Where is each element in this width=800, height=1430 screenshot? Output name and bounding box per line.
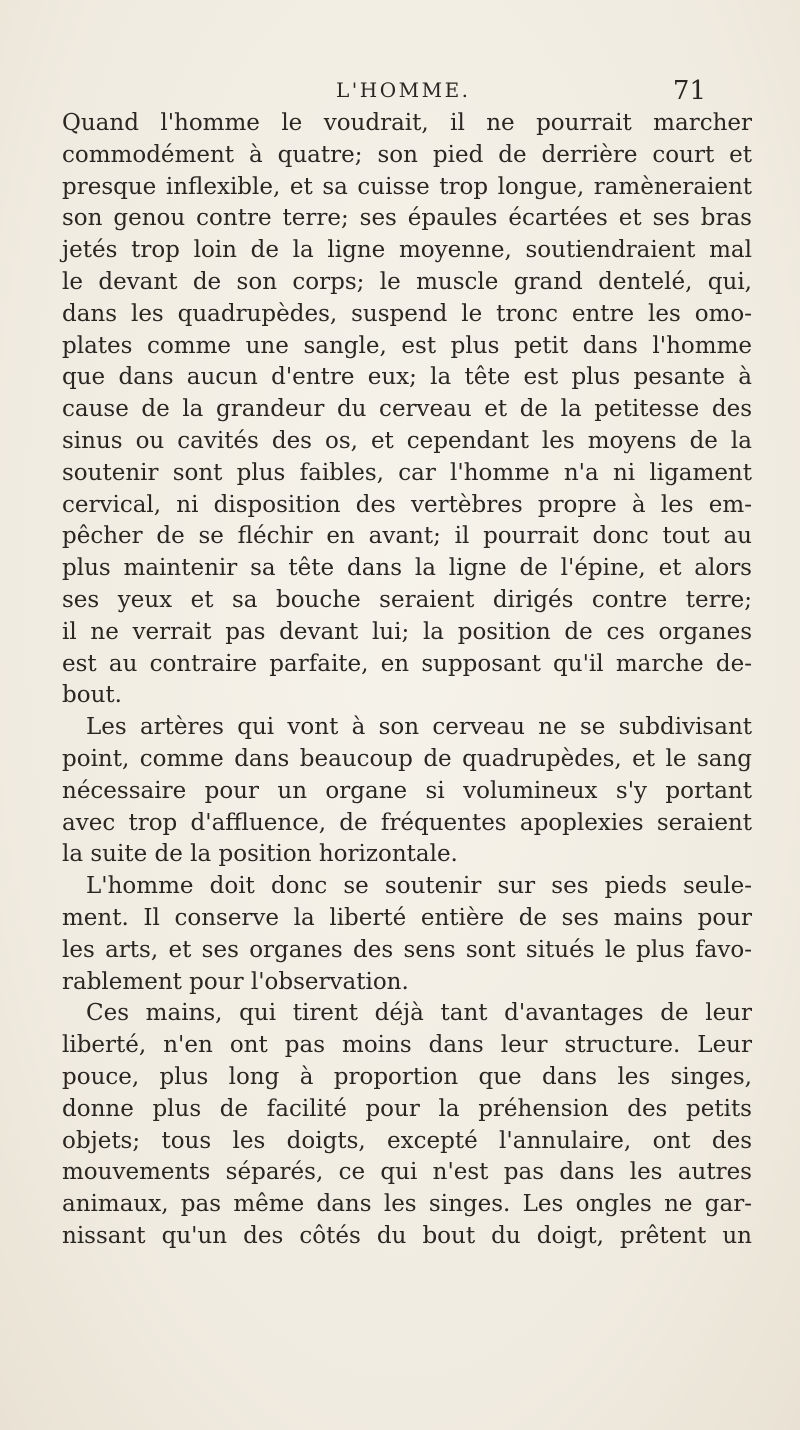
text-line: ment. Il conserve la liberté entière de ses mains pour [62, 904, 752, 931]
text-line: Les artères qui vont à son cerveau ne se subdivisant [86, 714, 752, 741]
text-line: avec trop d'affluence, de fréquentes apoplexies seraient [62, 809, 752, 836]
text-line: objets; tous les doigts, excepté l'annulaire, ont des [62, 1127, 752, 1154]
text-line: le devant de son corps; le muscle grand dentelé, qui, [62, 268, 752, 295]
text-line: sinus ou cavités des os, et cependant les moyens de la [62, 427, 752, 454]
text-line: plates comme une sangle, est plus petit dans l'homme [62, 332, 752, 359]
text-line: les arts, et ses organes des sens sont situés le plus favo- [62, 936, 752, 963]
text-line: cervical, ni disposition des vertèbres propre à les em- [62, 491, 752, 518]
text-line: L'homme doit donc se soutenir sur ses pieds seule- [86, 873, 752, 900]
running-head: L'HOMME. [336, 78, 471, 102]
text-line: jetés trop loin de la ligne moyenne, soutiendraient mal [62, 237, 752, 264]
text-line: nécessaire pour un organe si volumineux s'y portant [62, 777, 752, 804]
text-line: que dans aucun d'entre eux; la tête est plus pesante à [62, 364, 752, 391]
text-line: cause de la grandeur du cerveau et de la petitesse des [62, 396, 752, 423]
text-line: la suite de la position horizontale. [62, 841, 458, 868]
text-line: presque inflexible, et sa cuisse trop longue, ramèneraient [62, 173, 752, 200]
text-line: est au contraire parfaite, en supposant qu'il marche de- [62, 650, 752, 677]
text-line: son genou contre terre; ses épaules écartées et ses bras [62, 205, 752, 232]
text-line: commodément à quatre; son pied de derrière court et [62, 141, 752, 168]
text-line: Ces mains, qui tirent déjà tant d'avantages de leur [86, 1000, 752, 1027]
text-line: Quand l'homme le voudrait, il ne pourrait marcher [62, 110, 752, 136]
text-line: liberté, n'en ont pas moins dans leur structure. Leur [62, 1032, 752, 1059]
text-line: il ne verrait pas devant lui; la position de ces organes [62, 618, 752, 645]
text-line: dans les quadrupèdes, suspend le tronc entre les omo- [62, 300, 752, 327]
text-line: ses yeux et sa bouche seraient dirigés contre terre; [62, 586, 752, 613]
text-line: rablement pour l'observation. [62, 968, 409, 995]
text-line: pouce, plus long à proportion que dans les singes, [62, 1063, 752, 1090]
text-line: nissant qu'un des côtés du bout du doigt, prêtent un [62, 1222, 752, 1249]
text-line: animaux, pas même dans les singes. Les ongles ne gar- [62, 1191, 752, 1218]
text-line: soutenir sont plus faibles, car l'homme n'a ni ligament [62, 459, 752, 486]
body-text [62, 108, 752, 1253]
text-line: point, comme dans beaucoup de quadrupèdes, et le sang [62, 745, 752, 772]
text-line: pêcher de se fléchir en avant; il pourrait donc tout au [62, 523, 752, 550]
text-line: donne plus de facilité pour la préhension des petits [62, 1095, 752, 1122]
text-line: bout. [62, 682, 122, 709]
page-number: 71 [672, 76, 706, 106]
text-line: plus maintenir sa tête dans la ligne de l'épine, et alors [62, 555, 752, 582]
text-line: mouvements séparés, ce qui n'est pas dans les autres [62, 1159, 752, 1186]
